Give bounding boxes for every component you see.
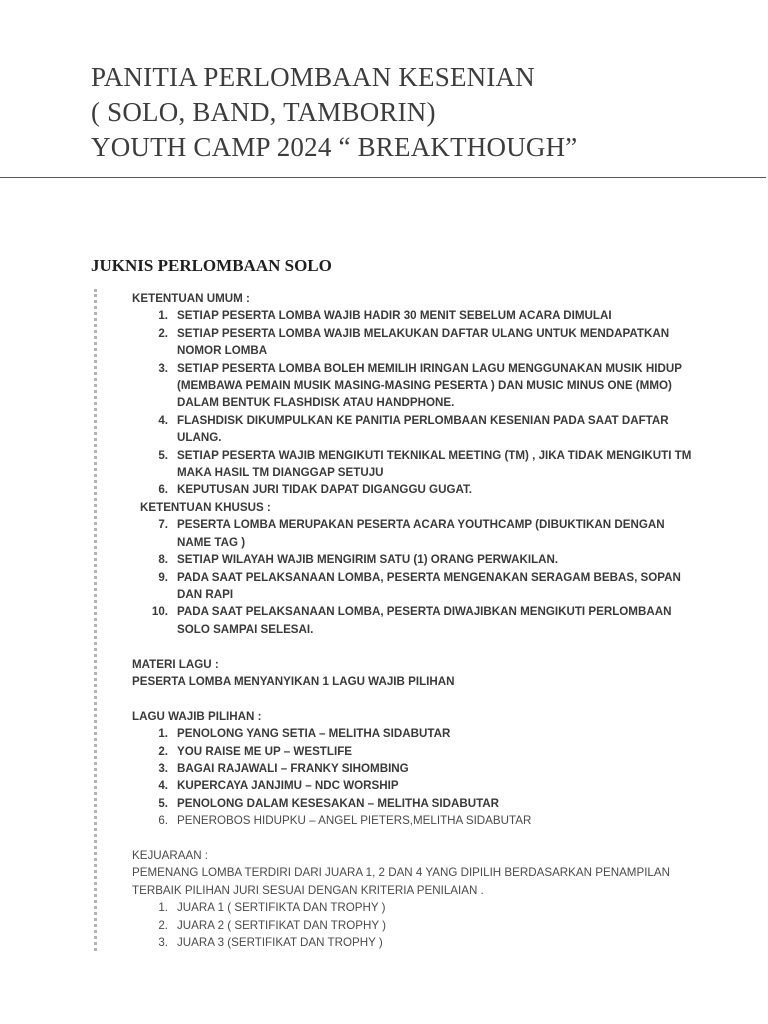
list-item xyxy=(132,447,692,482)
materi-lagu-text: PESERTA LOMBA MENYANYIKAN 1 LAGU WAJIB PILIHAN xyxy=(132,674,455,688)
list-item xyxy=(132,917,692,934)
list-item xyxy=(132,307,692,324)
list-item-number: 5. xyxy=(158,796,168,810)
list-item-number: 10. xyxy=(151,605,168,619)
list-item-number: 1. xyxy=(158,901,168,915)
list-item-number: 2. xyxy=(158,326,168,340)
list-item xyxy=(132,412,692,447)
materi-lagu-heading: MATERI LAGU : xyxy=(132,657,219,671)
list-item xyxy=(132,795,692,812)
list-item-text: PADA SAAT PELAKSANAAN LOMBA, PESERTA DIWAJIBKAN MENGIKUTI PERLOMBAAN SOLO SAMPAI SELESAI. xyxy=(177,605,672,636)
list-item-number: 3. xyxy=(158,935,168,949)
header-divider xyxy=(0,177,766,178)
header-line-2: ( SOLO, BAND, TAMBORIN) xyxy=(91,97,436,127)
list-item-number: 2. xyxy=(158,918,168,932)
ketentuan-umum-list xyxy=(132,307,692,498)
list-item xyxy=(132,516,692,551)
list-item xyxy=(132,569,692,604)
list-item-text: YOU RAISE ME UP – WESTLIFE xyxy=(177,744,353,758)
list-item-text: SETIAP PESERTA WAJIB MENGIKUTI TEKNIKAL MEETING (TM) , JIKA TIDAK MENGIKUTI TM MAKA HASIL TM DIANGGAP SETUJU xyxy=(177,448,692,480)
kejuaraan-text-line-1: PEMENANG LOMBA TERDIRI DARI JUARA 1, 2 DAN 4 YANG DIPILIH BERDASARKAN PENAMPILAN xyxy=(132,866,670,880)
list-item-number: 6. xyxy=(158,814,168,828)
lagu-wajib-list xyxy=(132,725,692,829)
list-item xyxy=(132,743,692,760)
list-item xyxy=(132,325,692,360)
list-item xyxy=(132,481,692,498)
list-item-number: 6. xyxy=(158,483,168,497)
list-item xyxy=(132,551,692,568)
list-item-text: PENEROBOS HIDUPKU – ANGEL PIETERS,MELITHA SIDABUTAR xyxy=(177,814,532,828)
list-item-text: PENOLONG DALAM KESESAKAN – MELITHA SIDABUTAR xyxy=(177,796,500,810)
lagu-wajib-heading: LAGU WAJIB PILIHAN : xyxy=(132,709,262,723)
header-line-3: YOUTH CAMP 2024 “ BREAKTHOUGH” xyxy=(91,132,578,162)
list-item xyxy=(132,812,692,829)
spacer xyxy=(132,638,692,655)
list-item-text: PADA SAAT PELAKSANAAN LOMBA, PESERTA MENGENAKAN SERAGAM BEBAS, SOPAN DAN RAPI xyxy=(177,570,681,601)
list-item xyxy=(132,760,692,777)
list-item-text: FLASHDISK DIKUMPULKAN KE PANITIA PERLOMBAAN KESENIAN PADA SAAT DAFTAR ULANG. xyxy=(177,413,669,445)
list-item-number: 8. xyxy=(158,553,168,567)
spacer xyxy=(132,830,692,847)
list-item-number: 7. xyxy=(158,518,168,532)
list-item-number: 5. xyxy=(158,448,168,462)
list-item xyxy=(132,360,692,412)
list-item-text: PESERTA LOMBA MERUPAKAN PESERTA ACARA YOUTHCAMP (DIBUKTIKAN DENGAN NAME TAG ) xyxy=(177,518,665,549)
list-item-text: BAGAI RAJAWALI – FRANKY SIHOMBING xyxy=(177,761,409,775)
list-item xyxy=(132,899,692,916)
list-item-number: 2. xyxy=(158,744,168,758)
list-item-number: 1. xyxy=(158,727,168,741)
list-item-text: KUPERCAYA JANJIMU – NDC WORSHIP xyxy=(177,779,399,793)
list-item-text: SETIAP PESERTA LOMBA BOLEH MEMILIH IRINGAN LAGU MENGGUNAKAN MUSIK HIDUP (MEMBAWA PEMAIN MUSIK MASING-MASING PESERTA ) DAN MUSIC MINUS ONE (MMO) DALAM BENTUK FLASHDISK ATAU HANDPHONE. xyxy=(177,361,682,410)
list-item-number: 3. xyxy=(158,361,168,375)
list-item-number: 9. xyxy=(158,570,168,584)
list-item-text: SETIAP PESERTA LOMBA WAJIB MELAKUKAN DAFTAR ULANG UNTUK MENDAPATKAN NOMOR LOMBA xyxy=(177,326,670,358)
list-item-number: 3. xyxy=(158,761,168,775)
list-item xyxy=(132,603,692,638)
document-header xyxy=(91,60,751,165)
ketentuan-umum-heading: KETENTUAN UMUM : xyxy=(132,292,250,305)
list-item xyxy=(132,777,692,794)
list-item xyxy=(132,934,692,951)
dotted-left-border xyxy=(94,289,97,951)
ketentuan-khusus-list xyxy=(132,516,692,638)
list-item-text: KEPUTUSAN JURI TIDAK DAPAT DIGANGGU GUGAT. xyxy=(177,483,472,497)
list-item-text: JUARA 1 ( SERTIFIKTA DAN TROPHY ) xyxy=(177,901,386,915)
list-item-text: SETIAP PESERTA LOMBA WAJIB HADIR 30 MENIT SEBELUM ACARA DIMULAI xyxy=(177,309,612,323)
list-item xyxy=(132,725,692,742)
list-item-text: SETIAP WILAYAH WAJIB MENGIRIM SATU (1) ORANG PERWAKILAN. xyxy=(177,553,559,567)
list-item-text: JUARA 2 ( SERTIFIKAT DAN TROPHY ) xyxy=(177,918,386,932)
spacer xyxy=(132,690,692,707)
kejuaraan-list xyxy=(132,899,692,951)
header-line-1: PANITIA PERLOMBAAN KESENIAN xyxy=(91,62,535,92)
section-title: JUKNIS PERLOMBAAN SOLO xyxy=(91,256,332,275)
list-item-number: 4. xyxy=(158,413,168,427)
ketentuan-khusus-heading: KETENTUAN KHUSUS : xyxy=(140,500,271,514)
list-item-number: 4. xyxy=(158,779,168,793)
list-item-number: 1. xyxy=(158,309,168,323)
kejuaraan-text-line-2: TERBAIK PILIHAN JURI SESUAI DENGAN KRITERIA PENILAIAN . xyxy=(132,883,484,897)
document-body xyxy=(132,290,692,951)
list-item-text: PENOLONG YANG SETIA – MELITHA SIDABUTAR xyxy=(177,727,451,741)
kejuaraan-heading: KEJUARAAN : xyxy=(132,848,209,862)
list-item-text: JUARA 3 (SERTIFIKAT DAN TROPHY ) xyxy=(177,935,383,949)
